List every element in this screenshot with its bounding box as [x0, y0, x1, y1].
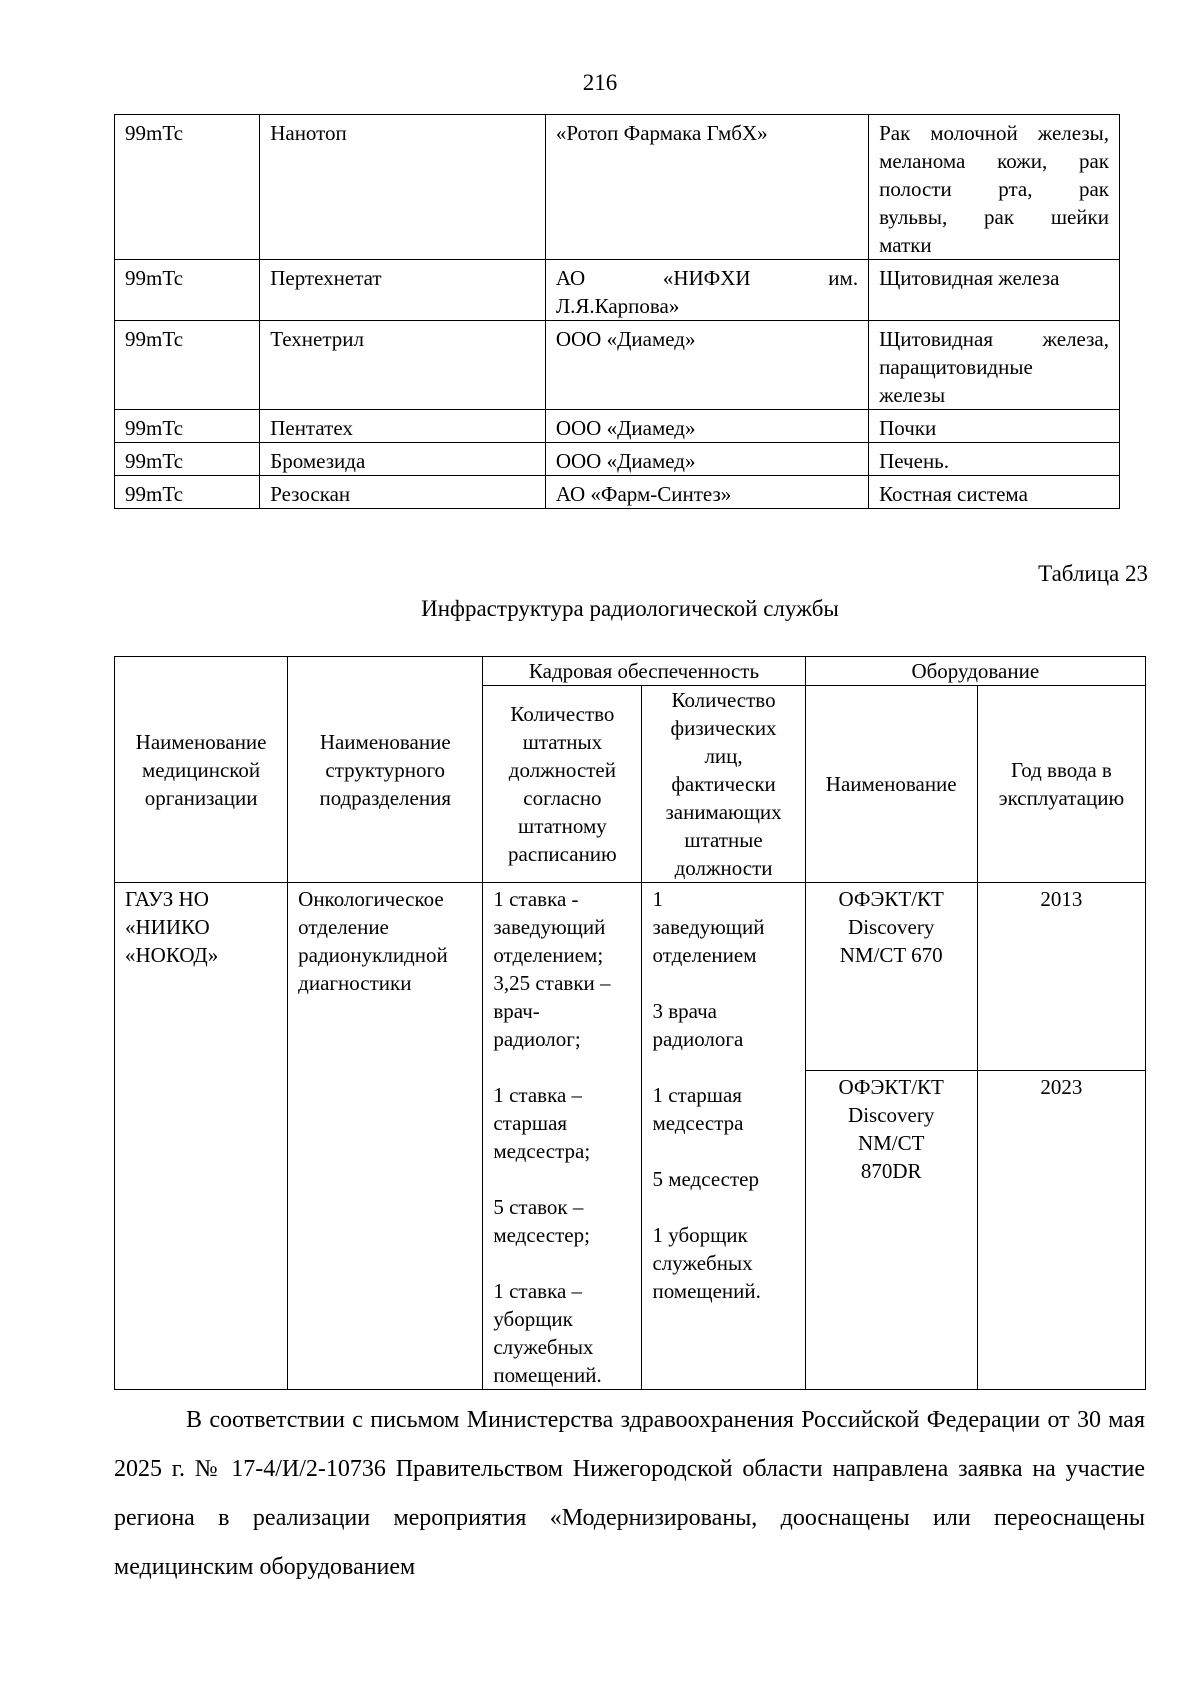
cell-line: подразделения — [319, 785, 451, 810]
staff-person-line: помещений. — [652, 1279, 761, 1303]
page-number: 216 — [582, 70, 618, 95]
staff-person-line: служебных — [652, 1251, 753, 1275]
staff-position-line: 1 ставка – — [493, 1083, 583, 1107]
table-row — [115, 443, 1120, 476]
header-staffing-group: Кадровая обеспеченность — [483, 657, 805, 686]
staff-position-line: медсестер; — [493, 1223, 590, 1247]
spacer — [652, 1137, 796, 1165]
header-staff-positions — [483, 686, 642, 883]
cell-line: организации — [144, 785, 258, 810]
cell-indication-line: Щитовидная железа — [879, 266, 1060, 290]
spacer — [493, 1165, 633, 1193]
staff-position-line: 1 ставка – — [493, 1279, 583, 1303]
header-equip-name — [805, 686, 977, 883]
cell-line: Наименование — [135, 729, 267, 754]
cell-manufacturer-line: Л.Я.Карпова» — [555, 294, 680, 318]
cell-line: NM/CT — [857, 1130, 925, 1155]
cell-line: Онкологическое — [298, 887, 444, 911]
table-label: Таблица 23 — [1038, 561, 1148, 586]
staff-person-line: 1 — [652, 887, 663, 911]
cell-drug-name-line: Пентатех — [270, 416, 353, 440]
cell-line: «НИИКО — [125, 915, 210, 939]
cell-line: занимающих — [665, 800, 782, 824]
cell-indication-line: паращитовидные — [879, 355, 1033, 379]
cell-manufacturer-line: ООО «Диамед» — [555, 416, 696, 440]
cell-nuclide — [115, 115, 260, 260]
cell-line: Наименование — [825, 772, 957, 796]
cell-drug-name — [260, 321, 546, 410]
spacer — [652, 1053, 796, 1081]
cell-drug-name-line: Резоскан — [270, 482, 351, 506]
cell-nuclide-line: 99mTc — [125, 121, 184, 145]
cell-manufacturer — [545, 443, 868, 476]
staff-person-line: отделением — [652, 943, 757, 967]
staff-position-line: старшая — [493, 1111, 568, 1135]
cell-line: физических — [670, 716, 777, 740]
cell-staff-positions — [483, 883, 642, 1390]
staff-position-line: радиолог; — [493, 1027, 581, 1051]
table-row — [115, 476, 1120, 509]
cell-equip-name-1 — [805, 883, 977, 1071]
cell-indication-line: меланома кожи, рак — [879, 149, 1109, 173]
cell-indication-line: железы — [879, 383, 946, 407]
cell-manufacturer-line: ООО «Диамед» — [555, 327, 696, 351]
cell-line: 870DR — [860, 1158, 922, 1183]
staff-position-line: уборщик — [493, 1307, 573, 1331]
cell-indication-line: Рак молочной железы, — [879, 121, 1109, 145]
cell-drug-name — [260, 260, 546, 321]
cell-staff-persons — [642, 883, 805, 1390]
cell-line: Наименование — [319, 729, 451, 754]
cell-indication-line: матки — [879, 233, 932, 257]
cell-line: отделение — [298, 915, 389, 939]
cell-manufacturer — [545, 115, 868, 260]
table-title: Инфраструктура радиологической службы — [421, 596, 839, 621]
cell-nuclide — [115, 321, 260, 410]
staff-position-line: 5 ставок – — [493, 1195, 584, 1219]
cell-line: штатных — [522, 730, 603, 754]
cell-nuclide-line: 99mTc — [125, 416, 184, 440]
cell-line: структурного — [325, 757, 446, 782]
cell-line: «НОКОД» — [125, 943, 219, 967]
cell-indication — [869, 476, 1120, 509]
cell-line: должностей — [508, 758, 616, 782]
cell-nuclide-line: 99mTc — [125, 266, 184, 290]
cell-equip-year-1: 2013 — [977, 883, 1145, 1071]
cell-drug-name-line: Технетрил — [270, 327, 364, 351]
staff-person-line: медсестра — [652, 1111, 744, 1135]
staff-position-line: отделением; — [493, 943, 604, 967]
radiopharmaceuticals-table — [114, 114, 1120, 509]
body-paragraph: В соответствии с письмом Министерства здравоохранения Российской Федерации от 30 мая 2025 г. № 17-4/И/2-10736 Правительством Нижегородской области направлена заявка на участие региона в реализации мероприятия «Модернизированы, дооснащены или переоснащены медицинским оборудованием — [114, 1407, 1145, 1580]
cell-indication — [869, 260, 1120, 321]
cell-manufacturer-line: АО «Фарм-Синтез» — [555, 482, 732, 506]
cell-manufacturer — [545, 410, 868, 443]
cell-drug-name-line: Нанотоп — [270, 121, 347, 145]
header-equip-year — [977, 686, 1145, 883]
staff-person-line: 1 уборщик — [652, 1223, 748, 1247]
cell-manufacturer — [545, 476, 868, 509]
staff-position-line: служебных — [493, 1335, 594, 1359]
cell-manufacturer-line: АО «НИФХИ им. — [555, 266, 859, 290]
infrastructure-table — [114, 656, 1146, 1390]
cell-line: Количество — [671, 688, 776, 712]
spacer — [652, 1193, 796, 1221]
cell-equip-name-2 — [805, 1070, 977, 1389]
staff-person-line: заведующий — [652, 915, 765, 939]
staff-position-line: помещений. — [493, 1363, 602, 1387]
cell-dept — [288, 883, 483, 1390]
staff-position-line: медсестра; — [493, 1139, 591, 1163]
cell-indication-line: Почки — [879, 416, 937, 440]
cell-indication — [869, 115, 1120, 260]
cell-org — [115, 883, 288, 1390]
staff-position-line: заведующий — [493, 915, 606, 939]
cell-manufacturer — [545, 260, 868, 321]
cell-line: Discovery — [848, 1102, 935, 1127]
staff-person-line: радиолога — [652, 1027, 744, 1051]
cell-line: штатные — [684, 828, 763, 852]
cell-manufacturer-line: «Ротоп Фармака ГмбХ» — [555, 121, 768, 145]
cell-indication-line: Щитовидная железа, — [879, 327, 1109, 351]
cell-drug-name — [260, 443, 546, 476]
staff-person-line: 3 врача — [652, 999, 717, 1023]
cell-drug-name — [260, 410, 546, 443]
cell-nuclide — [115, 260, 260, 321]
cell-manufacturer — [545, 321, 868, 410]
cell-nuclide-line: 99mTc — [125, 482, 184, 506]
cell-drug-name — [260, 115, 546, 260]
spacer — [493, 1249, 633, 1277]
cell-drug-name-line: Пертехнетат — [270, 266, 382, 290]
table-row — [115, 321, 1120, 410]
cell-indication-line: Костная система — [879, 482, 1028, 506]
cell-drug-name-line: Бромезида — [270, 449, 366, 473]
cell-nuclide — [115, 476, 260, 509]
cell-line: ОФЭКТ/КТ — [838, 1074, 944, 1099]
cell-line: медицинской — [141, 757, 261, 782]
staff-position-line: 3,25 ставки – — [493, 971, 611, 995]
header-staff-persons — [642, 686, 805, 883]
table-row — [115, 260, 1120, 321]
staff-person-line: 1 старшая — [652, 1083, 742, 1107]
header-org — [115, 657, 288, 883]
header-equipment-group: Оборудование — [805, 657, 1145, 686]
staff-position-line: врач- — [493, 999, 540, 1023]
cell-nuclide — [115, 443, 260, 476]
cell-line: Количество — [510, 702, 615, 726]
cell-indication — [869, 321, 1120, 410]
cell-indication-line: вульвы, рак шейки — [879, 205, 1109, 229]
cell-line: штатному — [518, 814, 607, 838]
cell-line: радионуклидной — [298, 943, 448, 967]
cell-line: ГАУЗ НО — [125, 887, 209, 911]
staff-person-line: 5 медсестер — [652, 1167, 759, 1191]
cell-nuclide — [115, 410, 260, 443]
table-row — [115, 115, 1120, 260]
cell-line: NM/CT 670 — [839, 943, 943, 967]
cell-indication — [869, 443, 1120, 476]
cell-indication-line: полости рта, рак — [879, 177, 1109, 201]
cell-manufacturer-line: ООО «Диамед» — [555, 449, 696, 473]
cell-line: должности — [674, 856, 773, 880]
spacer — [652, 969, 796, 997]
cell-nuclide-line: 99mTc — [125, 327, 184, 351]
cell-line: эксплуатацию — [998, 786, 1125, 810]
cell-line: ОФЭКТ/КТ — [838, 887, 944, 911]
cell-line: Discovery — [848, 915, 935, 939]
cell-equip-year-2: 2023 — [977, 1070, 1145, 1389]
cell-nuclide-line: 99mTc — [125, 449, 184, 473]
cell-indication — [869, 410, 1120, 443]
table-row — [115, 410, 1120, 443]
cell-indication-line: Печень. — [879, 449, 950, 473]
cell-line: фактически — [671, 772, 776, 796]
cell-line: диагностики — [298, 971, 412, 995]
cell-line: согласно — [523, 786, 602, 810]
header-dept — [288, 657, 483, 883]
cell-line: лиц, — [704, 744, 743, 768]
cell-drug-name — [260, 476, 546, 509]
cell-line: Год ввода в — [1010, 758, 1112, 782]
staff-position-line: 1 ставка - — [493, 887, 579, 911]
cell-line: расписанию — [508, 842, 617, 866]
spacer — [493, 1053, 633, 1081]
